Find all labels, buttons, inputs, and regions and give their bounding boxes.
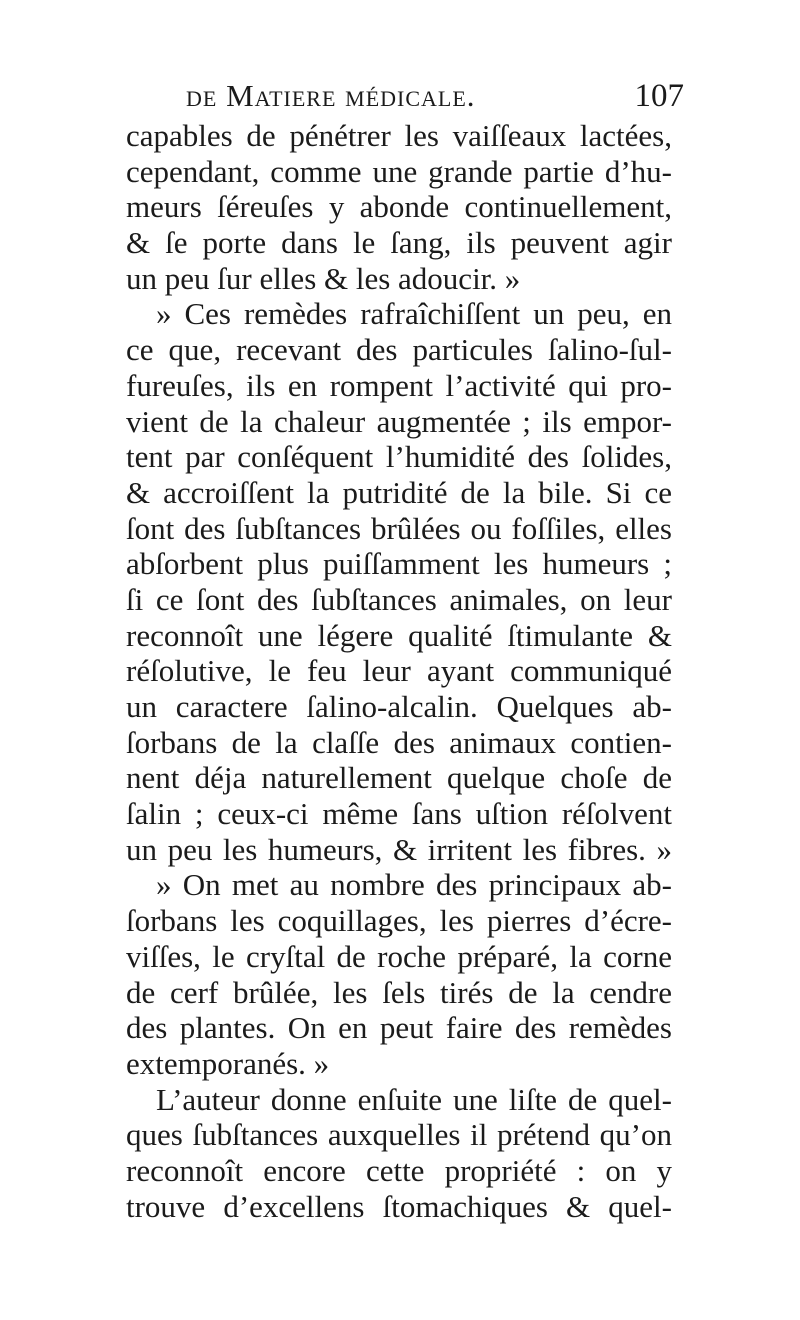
text-line: ſalin ; ceux-ci même ſans uſtion réſolvent bbox=[126, 796, 672, 832]
text-line: reconnoît encore cette propriété : on y bbox=[126, 1152, 672, 1188]
text-line: des plantes. On en peut faire des remèdes bbox=[126, 1010, 672, 1046]
text-line: viſſes, le cryſtal de roche préparé, la corne bbox=[126, 938, 672, 974]
text-line: » Ces remèdes rafraîchiſſent un peu, en bbox=[156, 296, 672, 332]
body-text bbox=[126, 118, 672, 1224]
text-line: meurs ſéreuſes y abonde continuellement, bbox=[126, 189, 672, 225]
running-title: de Matiere médicale. bbox=[186, 78, 476, 113]
text-line: de cerf brûlée, les ſels tirés de la cendre bbox=[126, 974, 672, 1010]
text-line: reconnoît une légere qualité ſtimulante & bbox=[126, 617, 672, 653]
text-line: un peu les humeurs, & irritent les fibres. » bbox=[126, 831, 672, 867]
text-line: ſi ce ſont des ſubſtances animales, on leur bbox=[126, 581, 672, 617]
text-line: ſorbans de la claſſe des animaux contien- bbox=[126, 724, 672, 760]
text-line: ſorbans les coquillages, les pierres d’écre- bbox=[126, 903, 672, 939]
text-line: trouve d’excellens ſtomachiques & quel- bbox=[126, 1188, 672, 1224]
text-line: nent déja naturellement quelque choſe de bbox=[126, 760, 672, 796]
text-line: fureuſes, ils en rompent l’activité qui pro- bbox=[126, 367, 672, 403]
text-line: capables de pénétrer les vaiſſeaux lactées, bbox=[126, 118, 672, 153]
text-line: ce que, recevant des particules ſalino-ſul- bbox=[126, 332, 672, 368]
text-line: cependant, comme une grande partie d’hu- bbox=[126, 153, 672, 189]
text-line: & ſe porte dans le ſang, ils peuvent agir bbox=[126, 225, 672, 261]
text-line: réſolutive, le feu leur ayant communiqué bbox=[126, 653, 672, 689]
text-line: » On met au nombre des principaux ab- bbox=[156, 867, 672, 903]
text-line: un caractere ſalino-alcalin. Quelques ab- bbox=[126, 689, 672, 724]
text-line: abſorbent plus puiſſamment les humeurs ; bbox=[126, 546, 672, 582]
text-line: extemporanés. » bbox=[126, 1045, 330, 1081]
text-line: & accroiſſent la putridité de la bile. Si ce bbox=[126, 474, 672, 510]
text-line: L’auteur donne enſuite une liſte de quel- bbox=[156, 1081, 672, 1117]
running-head bbox=[128, 78, 684, 122]
text-line: un peu ſur elles & les adoucir. » bbox=[126, 260, 521, 296]
page-number: 107 bbox=[634, 78, 684, 114]
text-line: ques ſubſtances auxquelles il prétend qu’on bbox=[126, 1117, 672, 1153]
text-line: vient de la chaleur augmentée ; ils empor- bbox=[126, 403, 672, 439]
text-line: tent par conſéquent l’humidité des ſolides, bbox=[126, 439, 672, 475]
text-line: ſont des ſubſtances brûlées ou foſſiles, elles bbox=[126, 510, 672, 546]
